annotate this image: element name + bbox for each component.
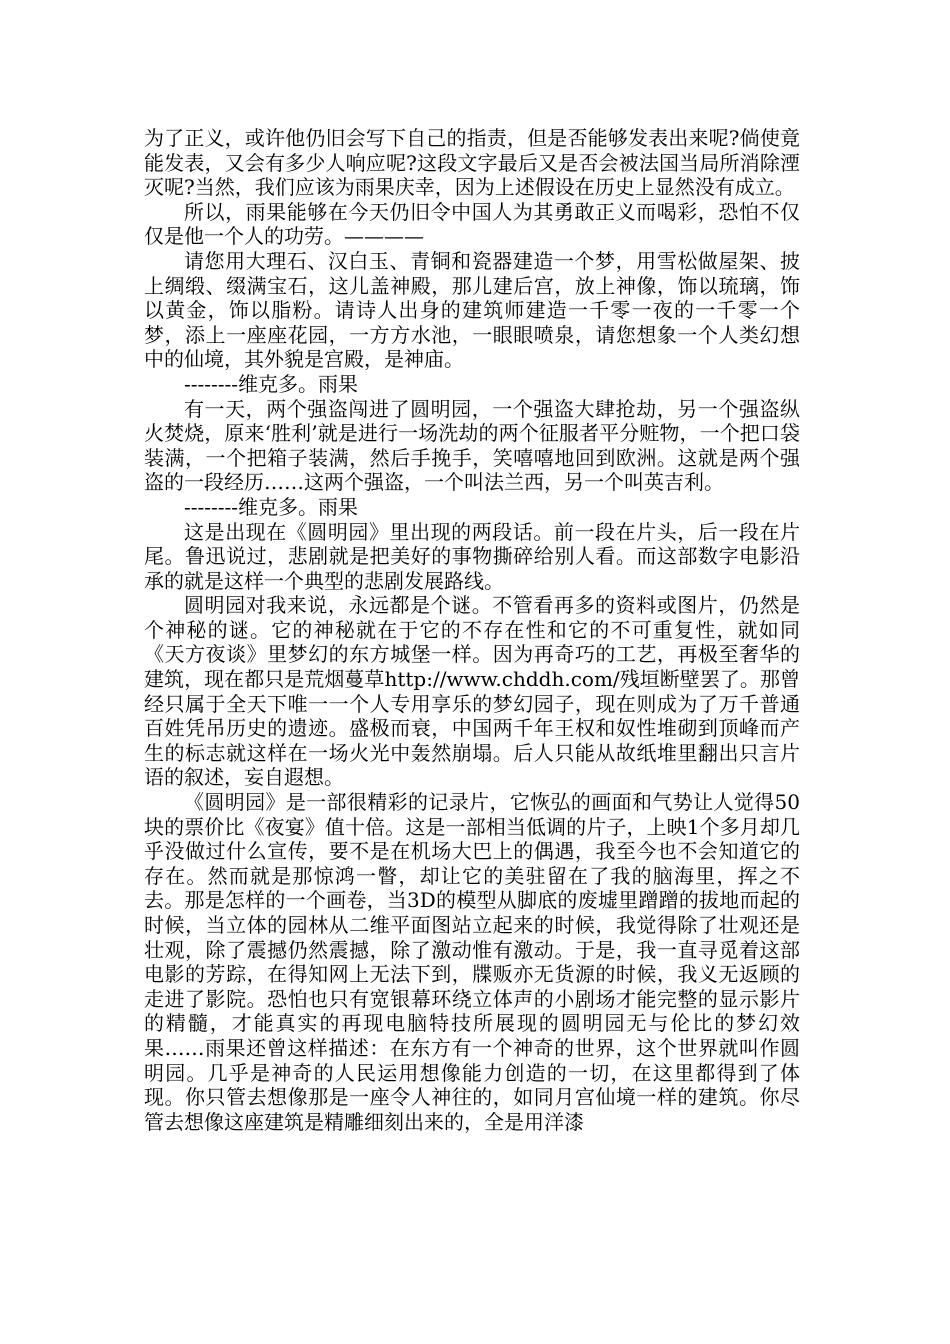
paragraph-1: 为了正义，或许他仍旧会写下自己的指责，但是否能够发表出来呢?倘使竟能发表，又会有多少人响应呢?这段文字最后又是否会被法国当局所消除湮灭呢?当然，我们应该为雨果庆幸，因为上述假设在历史上显然没有成立。	[144, 126, 800, 200]
paragraph-6: 圆明园对我来说，永远都是个谜。不管看再多的资料或图片，仍然是个神秘的谜。它的神秘就在于它的不存在性和它的不可重复性，就如同《天方夜谈》里梦幻的东方城堡一样。因为再奇巧的工艺，再极至奢华的建筑，现在都只是荒烟蔓草http://www.chddh.com/残垣断壁罢了。那曾经只属于全天下唯一一个人专用享乐的梦幻园子，现在则成为了万千普通百姓凭吊历史的遗迹。盛极而衰，中国两千年王权和奴性堆砌到顶峰而产生的标志就这样在一场火光中轰然崩塌。后人只能从故纸堆里翻出只言片语的叙述，妄自遐想。	[144, 593, 800, 790]
document-page	[144, 126, 800, 1134]
paragraph-5: 这是出现在《圆明园》里出现的两段话。前一段在片头，后一段在片尾。鲁迅说过，悲剧就是把美好的事物撕碎给别人看。而这部数字电影沿承的就是这样一个典型的悲剧发展路线。	[144, 519, 800, 593]
paragraph-3: 请您用大理石、汉白玉、青铜和瓷器建造一个梦，用雪松做屋架、披上绸缎、缀满宝石，这儿盖神殿，那儿建后宫，放上神像，饰以琉璃，饰以黄金，饰以脂粉。请诗人出身的建筑师建造一千零一夜的一千零一个梦，添上一座座花园，一方方水池，一眼眼喷泉，请您想象一个人类幻想中的仙境，其外貌是宫殿，是神庙。	[144, 248, 800, 372]
paragraph-4: 有一天，两个强盗闯进了圆明园，一个强盗大肆抢劫，另一个强盗纵火焚烧，原来‘胜利’就是进行一场洗劫的两个征服者平分赃物，一个把口袋装满，一个把箱子装满，然后手挽手，笑嘻嘻地回到欧洲。这就是两个强盗的一段经历……这两个强盗，一个叫法兰西，另一个叫英吉利。	[144, 396, 800, 495]
signature-1: --------维克多。雨果	[184, 371, 359, 396]
paragraph-7: 《圆明园》是一部很精彩的记录片，它恢弘的画面和气势让人觉得50块的票价比《夜宴》值十倍。这是一部相当低调的片子，上映1个多月却几乎没做过什么宣传，要不是在机场大巴上的偶遇，我至今也不会知道它的存在。然而就是那惊鸿一瞥，却让它的美驻留在了我的脑海里，挥之不去。那是怎样的一个画卷，当3D的模型从脚底的废墟里蹭蹭的拔地而起的时候，当立体的园林从二维平面图站立起来的时候，我觉得除了壮观还是壮观，除了震撼仍然震撼，除了激动惟有激动。于是，我一直寻觅着这部电影的芳踪，在得知网上无法下到，牒贩亦无货源的时候，我义无返顾的走进了影院。恐怕也只有宽银幕环绕立体声的小剧场才能完整的显示影片的精髓，才能真实的再现电脑特技所展现的圆明园无与伦比的梦幻效果……雨果还曾这样描述：在东方有一个神奇的世界，这个世界就叫作圆明园。几乎是神奇的人民运用想像能力创造的一切，在这里都得到了体现。你只管去想像那是一座令人神往的，如同月宫仙境一样的建筑。你尽管去想像这座建筑是精雕细刻出来的，全是用洋漆	[144, 790, 800, 1134]
signature-2: --------维克多。雨果	[184, 494, 359, 519]
paragraph-2: 所以，雨果能够在今天仍旧令中国人为其勇敢正义而喝彩，恐怕不仅仅是他一个人的功劳。————	[144, 199, 800, 249]
